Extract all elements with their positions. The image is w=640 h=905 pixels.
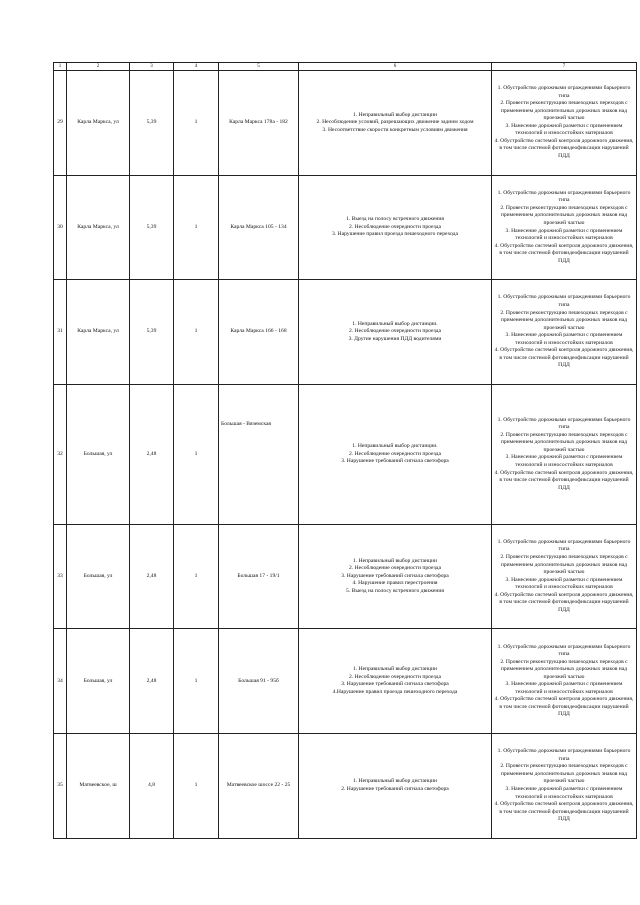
planned-measures [492,524,637,629]
measure-item: 4. Обустройство системой контроля дорожного движения, в том числе системой фотовидеофиксации нарушений ПДД [494,242,634,264]
column-number: 6 [299,63,492,71]
cause-item: 2. Нарушение требований сигнала светофора [341,785,449,792]
street-name: Большая, ул [67,385,130,525]
accident-count: 1 [174,734,219,839]
cause-item: 1. Неправильный выбор дистанции [352,666,438,673]
street-length: 4,8 [130,734,174,839]
table-row [54,71,637,176]
street-length: 2,48 [130,629,174,734]
column-number: 5 [219,63,299,71]
table-row [54,524,637,629]
cause-item: 1. Неправильный выбор дистанции [352,111,438,118]
measure-item: 4. Обустройство системой контроля дорожного движения, в том числе системой фотовидеофиксации нарушений ПДД [494,696,634,718]
measure-item: 1. Обустройство дорожными ограждениями барьерного типа [497,748,631,762]
cause-item: 1. Неправильный выбор дистанции. [352,443,438,450]
column-number-row [54,63,637,71]
accident-count: 1 [174,71,219,176]
measure-item: 2. Провести реконструкцию пешеходных переходов с применением дополнительных дорожных знаков над проезжей частью [500,658,628,680]
cause-item: 2. Несоблюдение очередности проезда [348,673,442,680]
street-length: 5,39 [130,175,174,280]
accident-location: Карла Маркса 166 - 168 [219,280,299,385]
measure-item: 4. Обустройство системой контроля дорожного движения, в том числе системой фотовидеофиксации нарушений ПДД [494,137,634,160]
cause-item: 3. Нарушение требований сигнала светофора [341,572,449,579]
planned-measures [492,71,637,176]
street-name: Карла Маркса, ул [67,175,130,280]
table-row [54,175,637,280]
measure-item: 3. Нанесение дорожной разметки с применением технологий и износостойких материалов [505,454,623,468]
measure-item: 3. Нанесение дорожной разметки с применением технологий и износостойких материалов [505,576,623,591]
planned-measures [492,175,637,280]
table-row [54,629,637,734]
measure-item: 1. Обустройство дорожными ограждениями барьерного типа [497,416,631,431]
street-length: 5,39 [130,71,174,176]
cause-item: 3. Нарушение требований сигнала светофора [341,458,449,465]
measure-item: 3. Нанесение дорожной разметки с применением технологий и износостойких материалов [505,332,623,346]
accident-location: Карла Маркса 105 - 134 [219,175,299,280]
measure-item: 3. Нанесение дорожной разметки с применением технологий и износостойких материалов [505,122,623,137]
accident-causes [299,734,492,839]
measure-item: 4. Обустройство системой контроля дорожного движения, в том числе системой фотовидеофиксации нарушений ПДД [494,347,634,369]
street-name: Большая, ул [67,524,130,629]
row-number: 29 [54,71,67,176]
row-number: 35 [54,734,67,839]
row-number: 32 [54,385,67,525]
accident-causes [299,385,492,525]
accident-causes [299,524,492,629]
measure-item: 3. Нанесение дорожной разметки с применением технологий и износостойких материалов [505,785,623,800]
street-name: Карла Маркса, ул [67,280,130,385]
measure-item: 1. Обустройство дорожными ограждениями барьерного типа [497,189,631,204]
street-length: 5,39 [130,280,174,385]
accident-causes [299,71,492,176]
table-row [54,385,637,525]
measure-item: 4. Обустройство системой контроля дорожного движения, в том числе системой фотовидеофиксации нарушений ПДД [494,591,634,613]
measure-item: 1. Обустройство дорожными ограждениями барьерного типа [497,643,631,658]
measure-item: 2. Провести реконструкцию пешеходных переходов с применением дополнительных дорожных знаков над проезжей частью [500,309,628,331]
planned-measures [492,385,637,525]
measure-item: 2. Провести реконструкцию пешеходных переходов с применением дополнительных дорожных знаков над проезжей частью [500,553,628,576]
measure-item: 1. Обустройство дорожными ограждениями барьерного типа [497,294,631,309]
cause-item: 3. Нарушение правил проезда пешеходного перехода [331,231,459,238]
measure-item: 2. Провести реконструкцию пешеходных переходов с применением дополнительных дорожных знаков над проезжей частью [500,431,628,453]
row-number: 30 [54,175,67,280]
table-row [54,280,637,385]
measure-item: 4. Обустройство системой контроля дорожного движения, в том числе системой фотовидеофиксации нарушений ПДД [494,801,634,823]
measure-item: 4. Обустройство системой контроля дорожного движения, в том числе системой фотовидеофиксации нарушений ПДД [494,469,634,491]
cause-item: 1. Выезд на полосу встречного движения [346,216,444,223]
street-name: Матвеевское, ш [67,734,130,839]
street-length: 2,48 [130,524,174,629]
accident-causes [299,280,492,385]
measure-item: 1. Обустройство дорожными ограждениями барьерного типа [497,538,631,553]
cause-item: 2. Несоблюдение очередности проезда [348,565,442,572]
accident-causes [299,629,492,734]
accident-location: Матвеевское шоссе 22 - 25 [219,734,299,839]
cause-item: 3. Другие нарушения ПДД водителями [348,335,442,342]
cause-item: 2. Несоблюдение условий, разрешающих движение задним ходом [316,119,474,126]
cause-item: 2. Несоблюдение очередности проезда [348,450,442,457]
road-safety-table [53,62,637,839]
measure-item: 1. Обустройство дорожными ограждениями барьерного типа [497,85,631,99]
cause-item: 5. Выезд на полосу встречного движения [346,587,444,594]
measure-item: 3. Нанесение дорожной разметки с применением технологий и износостойких материалов [505,681,623,695]
cause-item: 2. Несоблюдение очередности проезда [348,328,442,335]
row-number: 33 [54,524,67,629]
street-length: 2,48 [130,385,174,525]
cause-item: 3. Нарушение требований сигнала светофора [341,681,449,688]
row-number: 31 [54,280,67,385]
cause-item: 1. Неправильный выбор дистанции [352,778,438,785]
accident-location: Большая 91 - 95б [219,629,299,734]
cause-item: 2. Несоблюдение очередности проезда [348,223,442,230]
planned-measures [492,629,637,734]
accident-count: 1 [174,385,219,525]
cause-item: 3. Несоответствие скорости конкретным условиям движения [322,126,468,133]
cause-item: 1. Неправильный выбор дистанции. [352,320,438,327]
accident-causes [299,175,492,280]
planned-measures [492,280,637,385]
measure-item: 2. Провести реконструкцию пешеходных переходов с применением дополнительных дорожных знаков над проезжей частью [500,763,628,785]
street-name: Карла Маркса, ул [67,71,130,176]
table-row [54,734,637,839]
accident-count: 1 [174,524,219,629]
accident-location: Карла Маркса 178а - 182 [219,71,299,176]
column-number: 3 [130,63,174,71]
accident-count: 1 [174,629,219,734]
accident-location: Большая 17 - 19/1 [219,524,299,629]
measure-item: 2. Провести реконструкцию пешеходных переходов с применением дополнительных дорожных знаков над проезжей частью [500,204,628,226]
cause-item: 4. Нарушение правил перестроения [352,580,438,587]
column-number: 1 [54,63,67,71]
measure-item: 3. Нанесение дорожной разметки с применением технологий и износостойких материалов [505,227,623,242]
planned-measures [492,734,637,839]
accident-location: Большая - Вяземская [219,385,299,525]
cause-item: 1. Неправильный выбор дистанции [352,557,438,564]
column-number: 4 [174,63,219,71]
accident-count: 1 [174,280,219,385]
measure-item: 2. Провести реконструкцию пешеходных переходов с применением дополнительных дорожных знаков над проезжей частью [500,100,628,122]
accident-count: 1 [174,175,219,280]
street-name: Большая, ул [67,629,130,734]
column-number: 2 [67,63,130,71]
column-number: 7 [492,63,637,71]
row-number: 34 [54,629,67,734]
cause-item: 4.Нарушение правил проезда пешеходного перехода [332,688,458,695]
